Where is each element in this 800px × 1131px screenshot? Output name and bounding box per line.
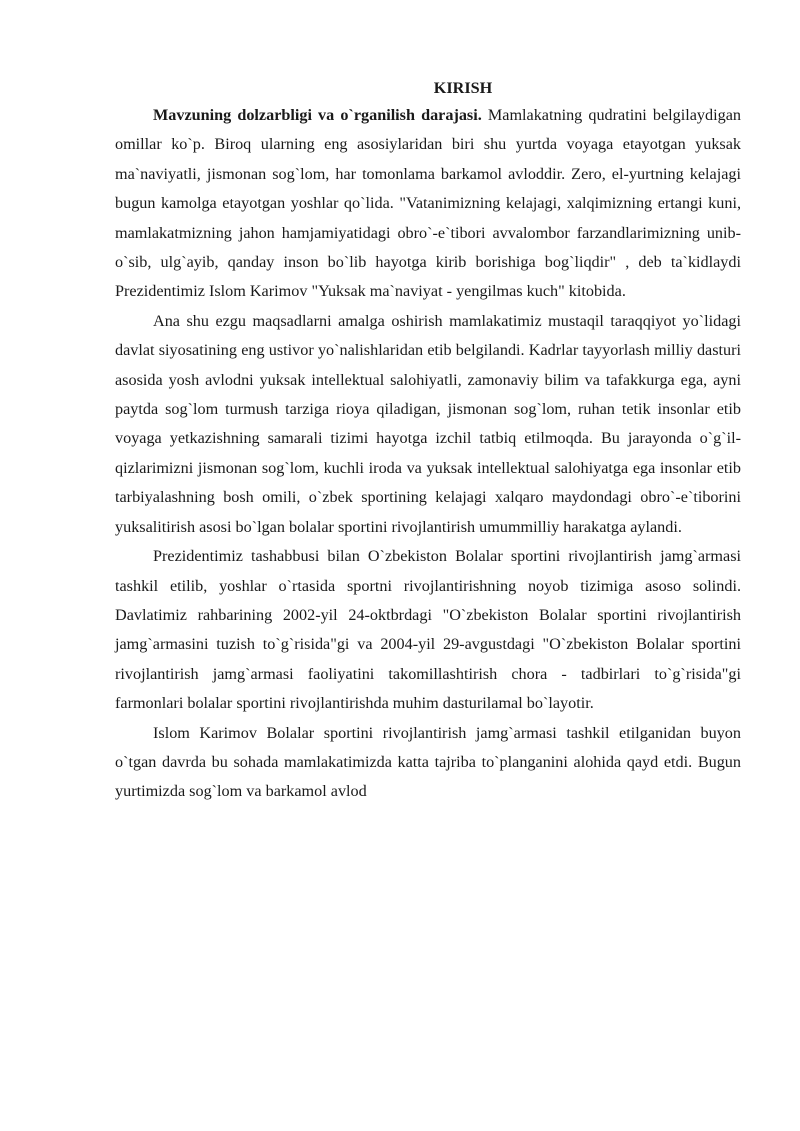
paragraph-3 [115, 542, 741, 718]
paragraph-2 [115, 307, 741, 542]
paragraph-1 [115, 101, 741, 307]
paragraph-text: Prezidentimiz tashabbusi bilan O`zbekiston Bolalar sportini rivojlantirish jamg`armasi tashkil etilib, yoshlar o`rtasida sportni rivojlantirishning noyob tizimiga asoso solindi. Davlatimiz rahbarining 2002-yil 24-oktbrdagi "O`zbekiston Bolalar sportini rivojlantirish jamg`armasini tuzish to`g`risida"gi va 2004-yil 29-avgustdagi "O`zbekiston Bolalar sportini rivojlantirish jamg`armasi faoliyatini takomillashtirish chora - tadbirlari to`g`risida"gi farmonlari bolalar sportini rivojlantirishda muhim dasturilamal bo`layotir. [115, 547, 741, 713]
paragraph-4 [115, 719, 741, 807]
paragraph-text: Ana shu ezgu maqsadlarni amalga oshirish mamlakatimiz mustaqil taraqqiyot yo`lidagi davlat siyosatining eng ustivor yo`nalishlaridan etib belgilandi. Kadrlar tayyorlash milliy dasturi asosida yosh avlodni yuksak intellektual salohiyatli, zamonaviy bilim va tafakkurga ega, ayni paytda sog`lom turmush tarziga rioya qiladigan, jismonan sog`lom, ruhan tetik insonlar etib voyaga yetkazishning samarali tizimi hayotga izchil tatbiq etilmoqda. Bu jarayonda o`g`il-qizlarimizni jismonan sog`lom, kuchli iroda va yuksak intellektual salohiyatga ega insonlar etib tarbiyalashning bosh omili, o`zbek sportining kelajagi xalqaro maydondagi obro`-e`tiborini yuksalitirish asosi bo`lgan bolalar sportini rivojlantirish umummilliy harakatga aylandi. [115, 311, 741, 536]
paragraph-text: Islom Karimov Bolalar sportini rivojlantirish jamg`armasi tashkil etilganidan buyon o`tgan davrda bu sohada mamlakatimizda katta tajriba to`planganini alohida qayd etdi. Bugun yurtimizda sog`lom va barkamol avlod [115, 723, 741, 801]
paragraph-lead: Mavzuning dolzarbligi va o`rganilish darajasi. [153, 106, 482, 124]
document-body [115, 76, 741, 807]
page-title: KIRISH [433, 79, 493, 97]
paragraph-text: Mamlakatning qudratini belgilaydigan omillar ko`p. Biroq ularning eng asosiylaridan biri shu yurtda voyaga etayotgan yuksak ma`naviyatli, jismonan sog`lom, har tomonlama barkamol avloddir. Zero, el-yurtning kelajagi bugun kamolga etayotgan yoshlar qo`lida. "Vatanimizning kelajagi, xalqimizning ertangi kuni, mamlakatmizning jahon hamjamiyatidagi obro`-e`tibori avvalombor farzandlarimizning unib-o`sib, ulg`ayib, qanday inson bo`lib hayotga kirib borishiga bog`liqdir" , deb ta`kidlaydi Prezidentimiz Islom Karimov "Yuksak ma`naviyat - yengilmas kuch" kitobida. [115, 106, 741, 301]
